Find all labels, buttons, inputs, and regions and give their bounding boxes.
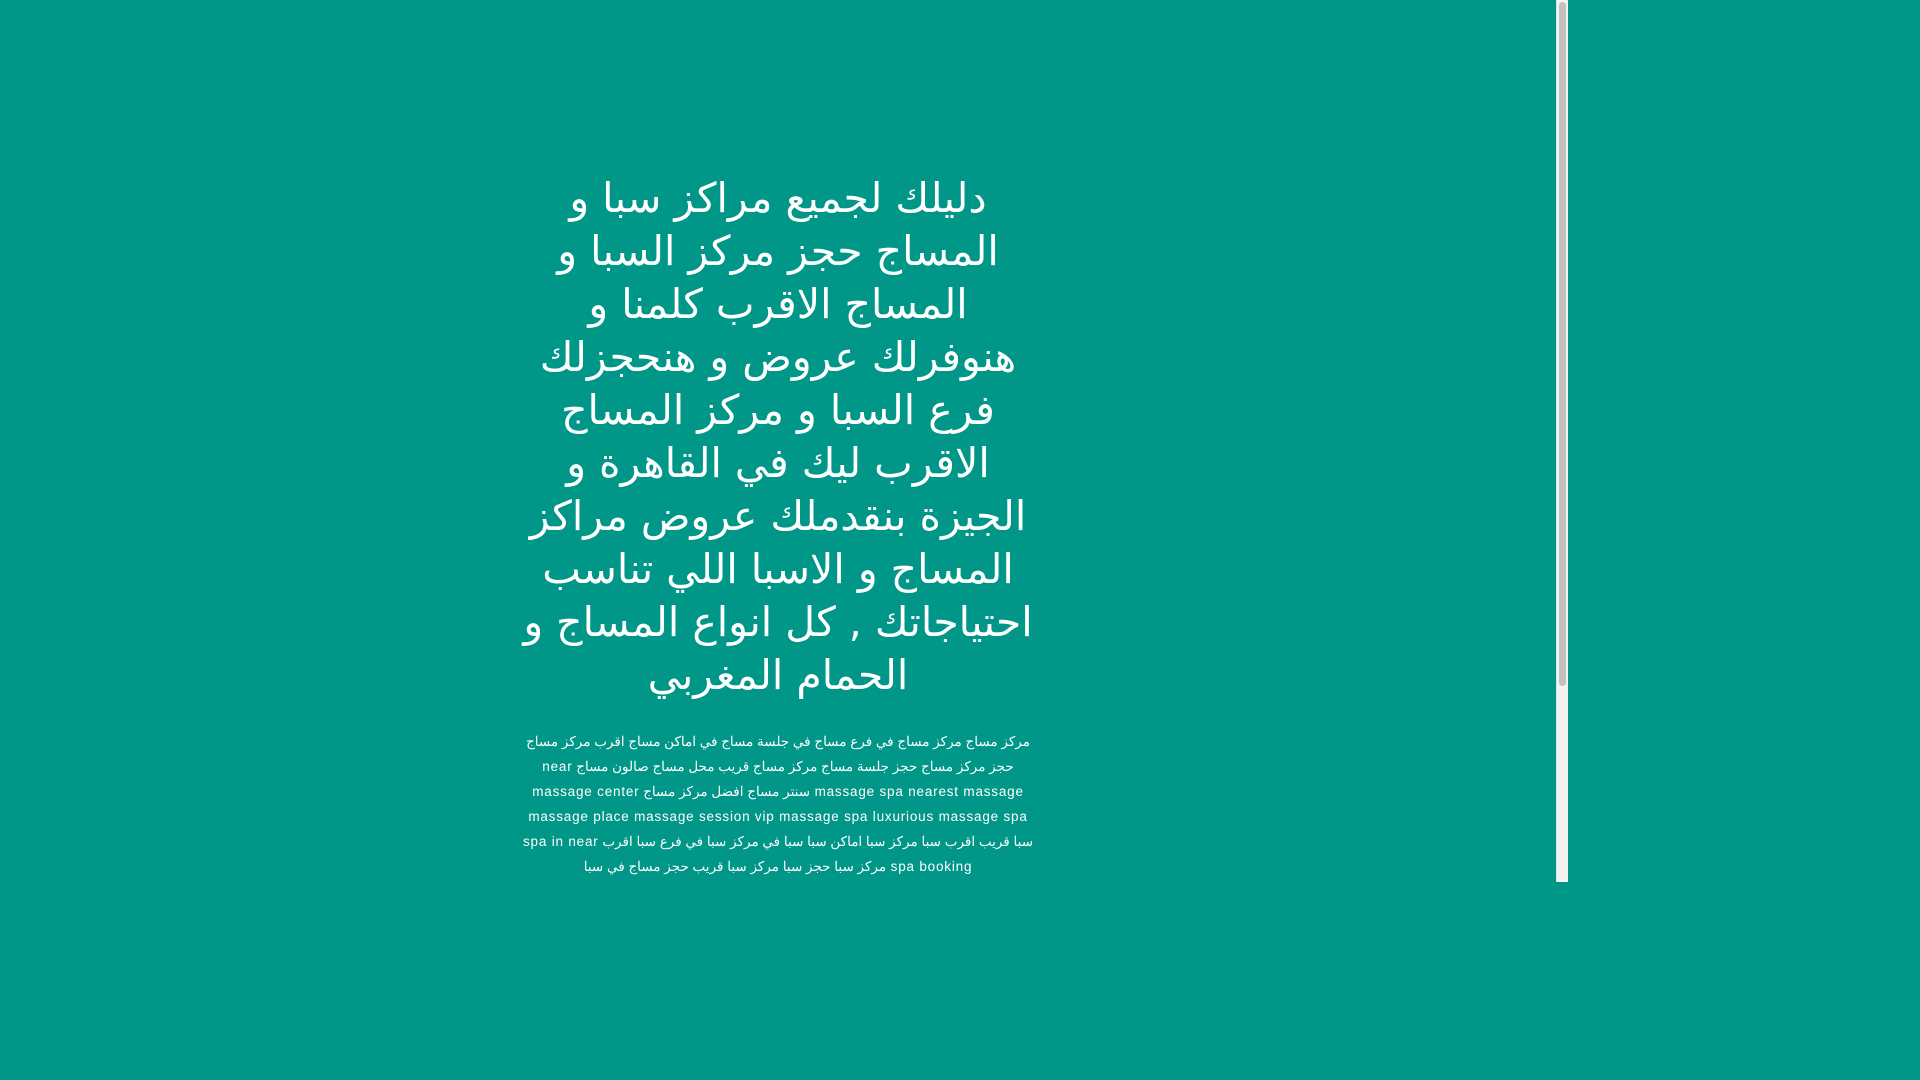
hero-section [518,172,1038,879]
keywords-paragraph: مركز مساج مركز مساج في فرع مساج في جلسة مساج في اماكن مساج اقرب مركز مساج حجز مركز مساج حجز جلسة مساج مركز مساج قريب محل مساج صالون مساج near massage spa nearest massage سنتر مساج افضل مركز مساج massage center massage place massage session vip massage spa luxurious massage spa سبا قريب اقرب سبا مركز سبا اماكن سبا سبا في مركز سبا في فرع سبا اقرب spa in near spa booking مركز سبا حجز سبا مركز سبا قريب حجز مساج في سبا [522,734,1034,874]
page-headline: دليلك لجميع مراكز سبا و المساج حجز مركز السبا و المساج الاقرب كلمنا و هنوفرلك عروض و هنحجزلك فرع السبا و مركز المساج الاقرب ليك في القاهرة و الجيزة بنقدملك عروض مراكز المساج و الاسبا اللي تناسب احتياجاتك , كل انواع المساج و الحمام المغربي [523,174,1033,699]
vertical-scrollbar[interactable] [1556,0,1568,882]
scrollbar-thumb[interactable] [1559,2,1566,686]
